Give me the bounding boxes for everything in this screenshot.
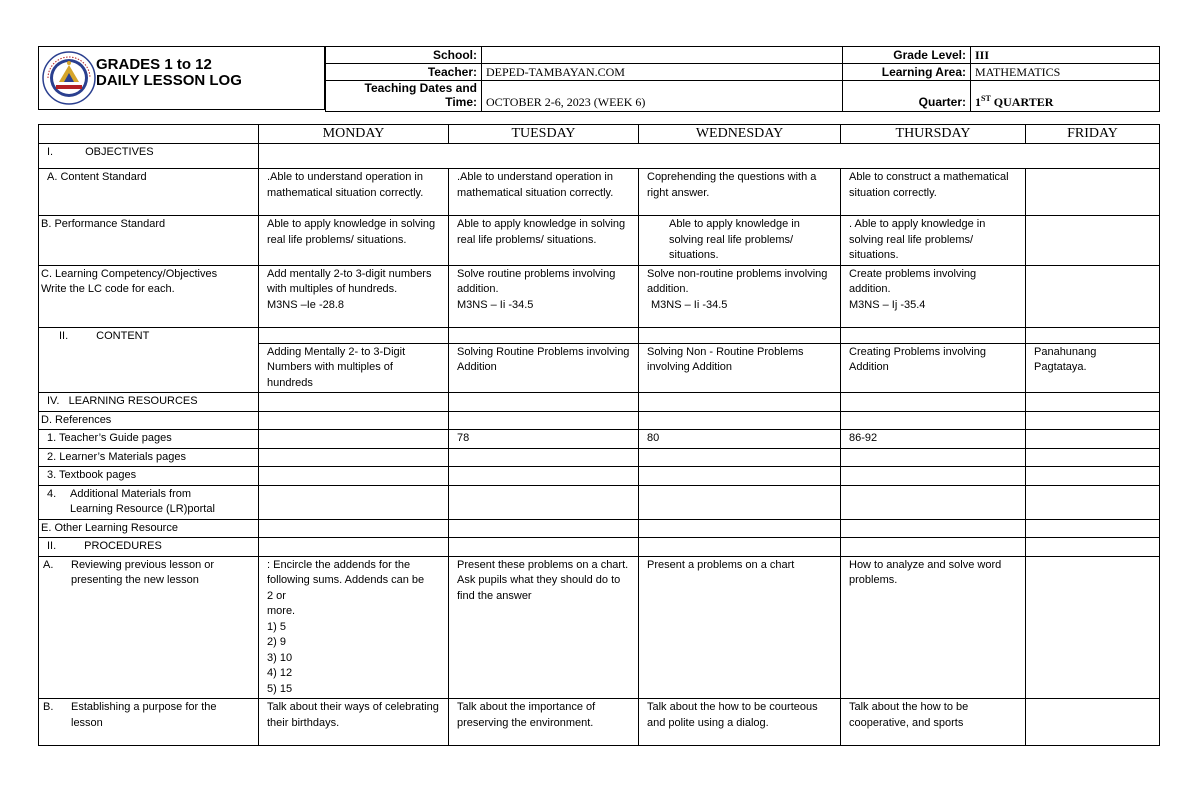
reviewing-num: A. (43, 558, 54, 571)
school-value (482, 47, 843, 64)
teaching-dates-label-line2: Time: (445, 95, 477, 109)
content-blank-thursday (841, 327, 1026, 343)
performance-standard-row (39, 216, 1160, 266)
learning-area-value: MATHEMATICS (971, 64, 1160, 81)
objectives-cell (259, 144, 1160, 169)
content-blank-monday (259, 327, 449, 343)
tg-pages-monday (259, 430, 449, 449)
competency-monday (259, 265, 449, 327)
content-standard-label: A. Content Standard (39, 169, 259, 216)
cell (259, 485, 449, 519)
cell (449, 393, 639, 412)
quarter-number: 1 (975, 95, 981, 109)
competency-label (39, 265, 259, 327)
cell (449, 448, 639, 467)
performance-standard-friday (1026, 216, 1160, 266)
school-label: School: (326, 47, 482, 64)
reviewing-line1: Reviewing previous lesson or (71, 558, 215, 571)
purpose-label (39, 699, 259, 746)
tg-pages-row (39, 430, 1160, 449)
competency-thursday-code: M3NS – Ij -35.4 (849, 298, 926, 311)
purpose-monday: Talk about their ways of celebrating their birthdays. (259, 699, 449, 746)
content-num: II. (59, 329, 69, 342)
cell (639, 485, 841, 519)
purpose-wednesday: Talk about the how to be courteous and polite using a dialog. (639, 699, 841, 746)
reviewing-monday-line: : Encircle the addends for the (267, 558, 411, 571)
cell (1026, 467, 1160, 486)
competency-label-line1: C. Learning Competency/Objectives (41, 267, 218, 280)
cell (1026, 448, 1160, 467)
day-header-thursday: THURSDAY (841, 125, 1026, 144)
tg-pages-label: 1. Teacher’s Guide pages (39, 430, 259, 449)
procedures-text: PROCEDURES (84, 540, 162, 552)
cell (841, 448, 1026, 467)
cell (639, 448, 841, 467)
content-blank-tuesday (449, 327, 639, 343)
reviewing-monday-line: 1) 5 (267, 620, 286, 633)
competency-row (39, 265, 1160, 327)
competency-wednesday (639, 265, 841, 327)
day-header-friday: FRIDAY (1026, 125, 1160, 144)
additional-materials-line1: Additional Materials from (70, 487, 192, 500)
cell (639, 538, 841, 557)
content-monday: Adding Mentally 2- to 3-Digit Numbers with multiples of hundreds (259, 343, 449, 393)
content-standard-monday: .Able to understand operation in mathematical situation correctly. (259, 169, 449, 216)
additional-materials-line2: Learning Resource (LR)portal (70, 503, 215, 515)
cell (259, 448, 449, 467)
reviewing-monday-line: 5) 15 (267, 682, 293, 695)
cell (841, 411, 1026, 430)
cell (449, 467, 639, 486)
cell (841, 485, 1026, 519)
competency-monday-text: Add mentally 2-to 3-digit numbers with multiples of hundreds. (267, 267, 432, 295)
tg-pages-thursday: 86-92 (841, 430, 1026, 449)
purpose-line2: lesson (71, 716, 103, 729)
competency-thursday (841, 265, 1026, 327)
cell (259, 519, 449, 538)
reviewing-line2: presenting the new lesson (71, 574, 199, 586)
competency-monday-code: M3NS –Ie -28.8 (267, 298, 345, 311)
day-header-row (39, 125, 1160, 144)
objectives-row (39, 144, 1160, 169)
cell (841, 393, 1026, 412)
teaching-dates-label (326, 81, 482, 112)
additional-materials-label (39, 485, 259, 519)
learning-resources-label (39, 393, 259, 412)
cell (841, 467, 1026, 486)
quarter-label: Quarter: (843, 81, 971, 112)
textbook-pages-row (39, 467, 1160, 486)
lm-pages-label: 2. Learner’s Materials pages (39, 448, 259, 467)
additional-materials-num: 4. (47, 487, 57, 500)
other-resource-row (39, 519, 1160, 538)
competency-wednesday-code: M3NS – Ii -34.5 (651, 298, 728, 311)
lesson-log-table (38, 124, 1160, 746)
cell (1026, 393, 1160, 412)
content-blank-wednesday (639, 327, 841, 343)
performance-standard-monday: Able to apply knowledge in solving real life problems/ situations. (259, 216, 449, 266)
quarter-word: QUARTER (990, 95, 1054, 109)
header-title-box (38, 46, 325, 110)
objectives-text: OBJECTIVES (85, 146, 154, 158)
cell (841, 538, 1026, 557)
tg-pages-wednesday: 80 (639, 430, 841, 449)
cell (449, 411, 639, 430)
performance-standard-wednesday: Able to apply knowledge in solving real life problems/ situations. (639, 216, 841, 266)
cell (1026, 538, 1160, 557)
teacher-label: Teacher: (326, 64, 482, 81)
content-label (39, 327, 259, 393)
reviewing-monday-line: 4) 12 (267, 667, 293, 679)
competency-tuesday-code: M3NS – Ii -34.5 (457, 298, 534, 311)
content-friday: Panahunang Pagtataya. (1026, 343, 1160, 393)
reviewing-monday-line: 3) 10 (267, 651, 293, 664)
references-row (39, 411, 1160, 430)
content-standard-wednesday: Coprehending the questions with a right answer. (639, 169, 841, 216)
content-standard-friday (1026, 169, 1160, 216)
reviewing-friday (1026, 556, 1160, 699)
cell (1026, 519, 1160, 538)
cell (639, 467, 841, 486)
quarter-suffix: ST (981, 94, 991, 103)
cell (259, 411, 449, 430)
content-standard-tuesday: .Able to understand operation in mathematical situation correctly. (449, 169, 639, 216)
cell (1026, 485, 1160, 519)
reviewing-monday (259, 556, 449, 699)
learning-area-label: Learning Area: (843, 64, 971, 81)
grade-level-value: III (971, 47, 1160, 64)
reviewing-monday-line: more. (267, 605, 296, 617)
reviewing-row (39, 556, 1160, 699)
reviewing-monday-line: 2) 9 (267, 636, 286, 648)
cell (449, 538, 639, 557)
tg-pages-friday (1026, 430, 1160, 449)
content-blank-friday (1026, 327, 1160, 343)
references-label: D. References (39, 411, 259, 430)
competency-label-line2: Write the LC code for each. (41, 283, 175, 295)
reviewing-monday-line: following sums. Addends can be (267, 574, 425, 586)
day-header-monday: MONDAY (259, 125, 449, 144)
cell (639, 519, 841, 538)
lm-pages-row (39, 448, 1160, 467)
corner-cell (39, 125, 259, 144)
content-wednesday: Solving Non - Routine Problems involving Addition (639, 343, 841, 393)
cell (449, 519, 639, 538)
quarter-value (971, 81, 1160, 112)
purpose-tuesday: Talk about the importance of preserving the environment. (449, 699, 639, 746)
performance-standard-thursday: . Able to apply knowledge in solving real life problems/ situations. (841, 216, 1026, 266)
day-header-wednesday: WEDNESDAY (639, 125, 841, 144)
reviewing-monday-line: 2 or (267, 589, 286, 602)
reviewing-wednesday: Present a problems on a chart (639, 556, 841, 699)
tg-pages-tuesday: 78 (449, 430, 639, 449)
learning-resources-row (39, 393, 1160, 412)
header-info-table (325, 46, 1160, 112)
content-standard-thursday: Able to construct a mathematical situation correctly. (841, 169, 1026, 216)
purpose-line1: Establishing a purpose for the (71, 701, 217, 713)
purpose-friday (1026, 699, 1160, 746)
procedures-num: II. (47, 540, 57, 552)
performance-standard-tuesday: Able to apply knowledge in solving real life problems/ situations. (449, 216, 639, 266)
cell (259, 467, 449, 486)
purpose-row (39, 699, 1160, 746)
grade-level-label: Grade Level: (843, 47, 971, 64)
reviewing-label (39, 556, 259, 699)
cell (639, 393, 841, 412)
title-line-2: DAILY LESSON LOG (96, 72, 242, 89)
deped-seal-icon (42, 51, 96, 105)
textbook-pages-label: 3. Textbook pages (39, 467, 259, 486)
content-heading-row (39, 327, 1160, 343)
day-header-tuesday: TUESDAY (449, 125, 639, 144)
cell (259, 393, 449, 412)
reviewing-tuesday: Present these problems on a chart. Ask pupils what they should do to find the answer (449, 556, 639, 699)
competency-thursday-text: Create problems involving addition. (849, 267, 977, 295)
cell (259, 538, 449, 557)
competency-tuesday-text: Solve routine problems involving addition. (457, 267, 616, 295)
document-title (96, 57, 242, 89)
learning-resources-num: IV. (47, 395, 60, 407)
procedures-row (39, 538, 1160, 557)
cell (639, 411, 841, 430)
other-resource-label: E. Other Learning Resource (39, 519, 259, 538)
performance-standard-label: B. Performance Standard (39, 216, 259, 266)
content-text: CONTENT (96, 329, 150, 342)
teaching-dates-value: OCTOBER 2-6, 2023 (WEEK 6) (482, 81, 843, 112)
competency-tuesday (449, 265, 639, 327)
additional-materials-row (39, 485, 1160, 519)
purpose-num: B. (43, 701, 54, 713)
cell (1026, 411, 1160, 430)
objectives-num: I. (47, 146, 54, 158)
reviewing-thursday: How to analyze and solve word problems. (841, 556, 1026, 699)
competency-friday (1026, 265, 1160, 327)
learning-resources-text: LEARNING RESOURCES (68, 395, 198, 407)
teacher-value: DEPED-TAMBAYAN.COM (482, 64, 843, 81)
title-line-1: GRADES 1 to 12 (96, 56, 212, 73)
content-thursday: Creating Problems involving Addition (841, 343, 1026, 393)
purpose-thursday: Talk about the how to be cooperative, and sports (841, 699, 1026, 746)
competency-wednesday-text: Solve non-routine problems involving addition. (647, 267, 828, 295)
procedures-label (39, 538, 259, 557)
content-standard-row (39, 169, 1160, 216)
objectives-label (39, 144, 259, 169)
cell (449, 485, 639, 519)
cell (841, 519, 1026, 538)
teaching-dates-label-line1: Teaching Dates and (364, 81, 477, 95)
content-tuesday: Solving Routine Problems involving Addition (449, 343, 639, 393)
